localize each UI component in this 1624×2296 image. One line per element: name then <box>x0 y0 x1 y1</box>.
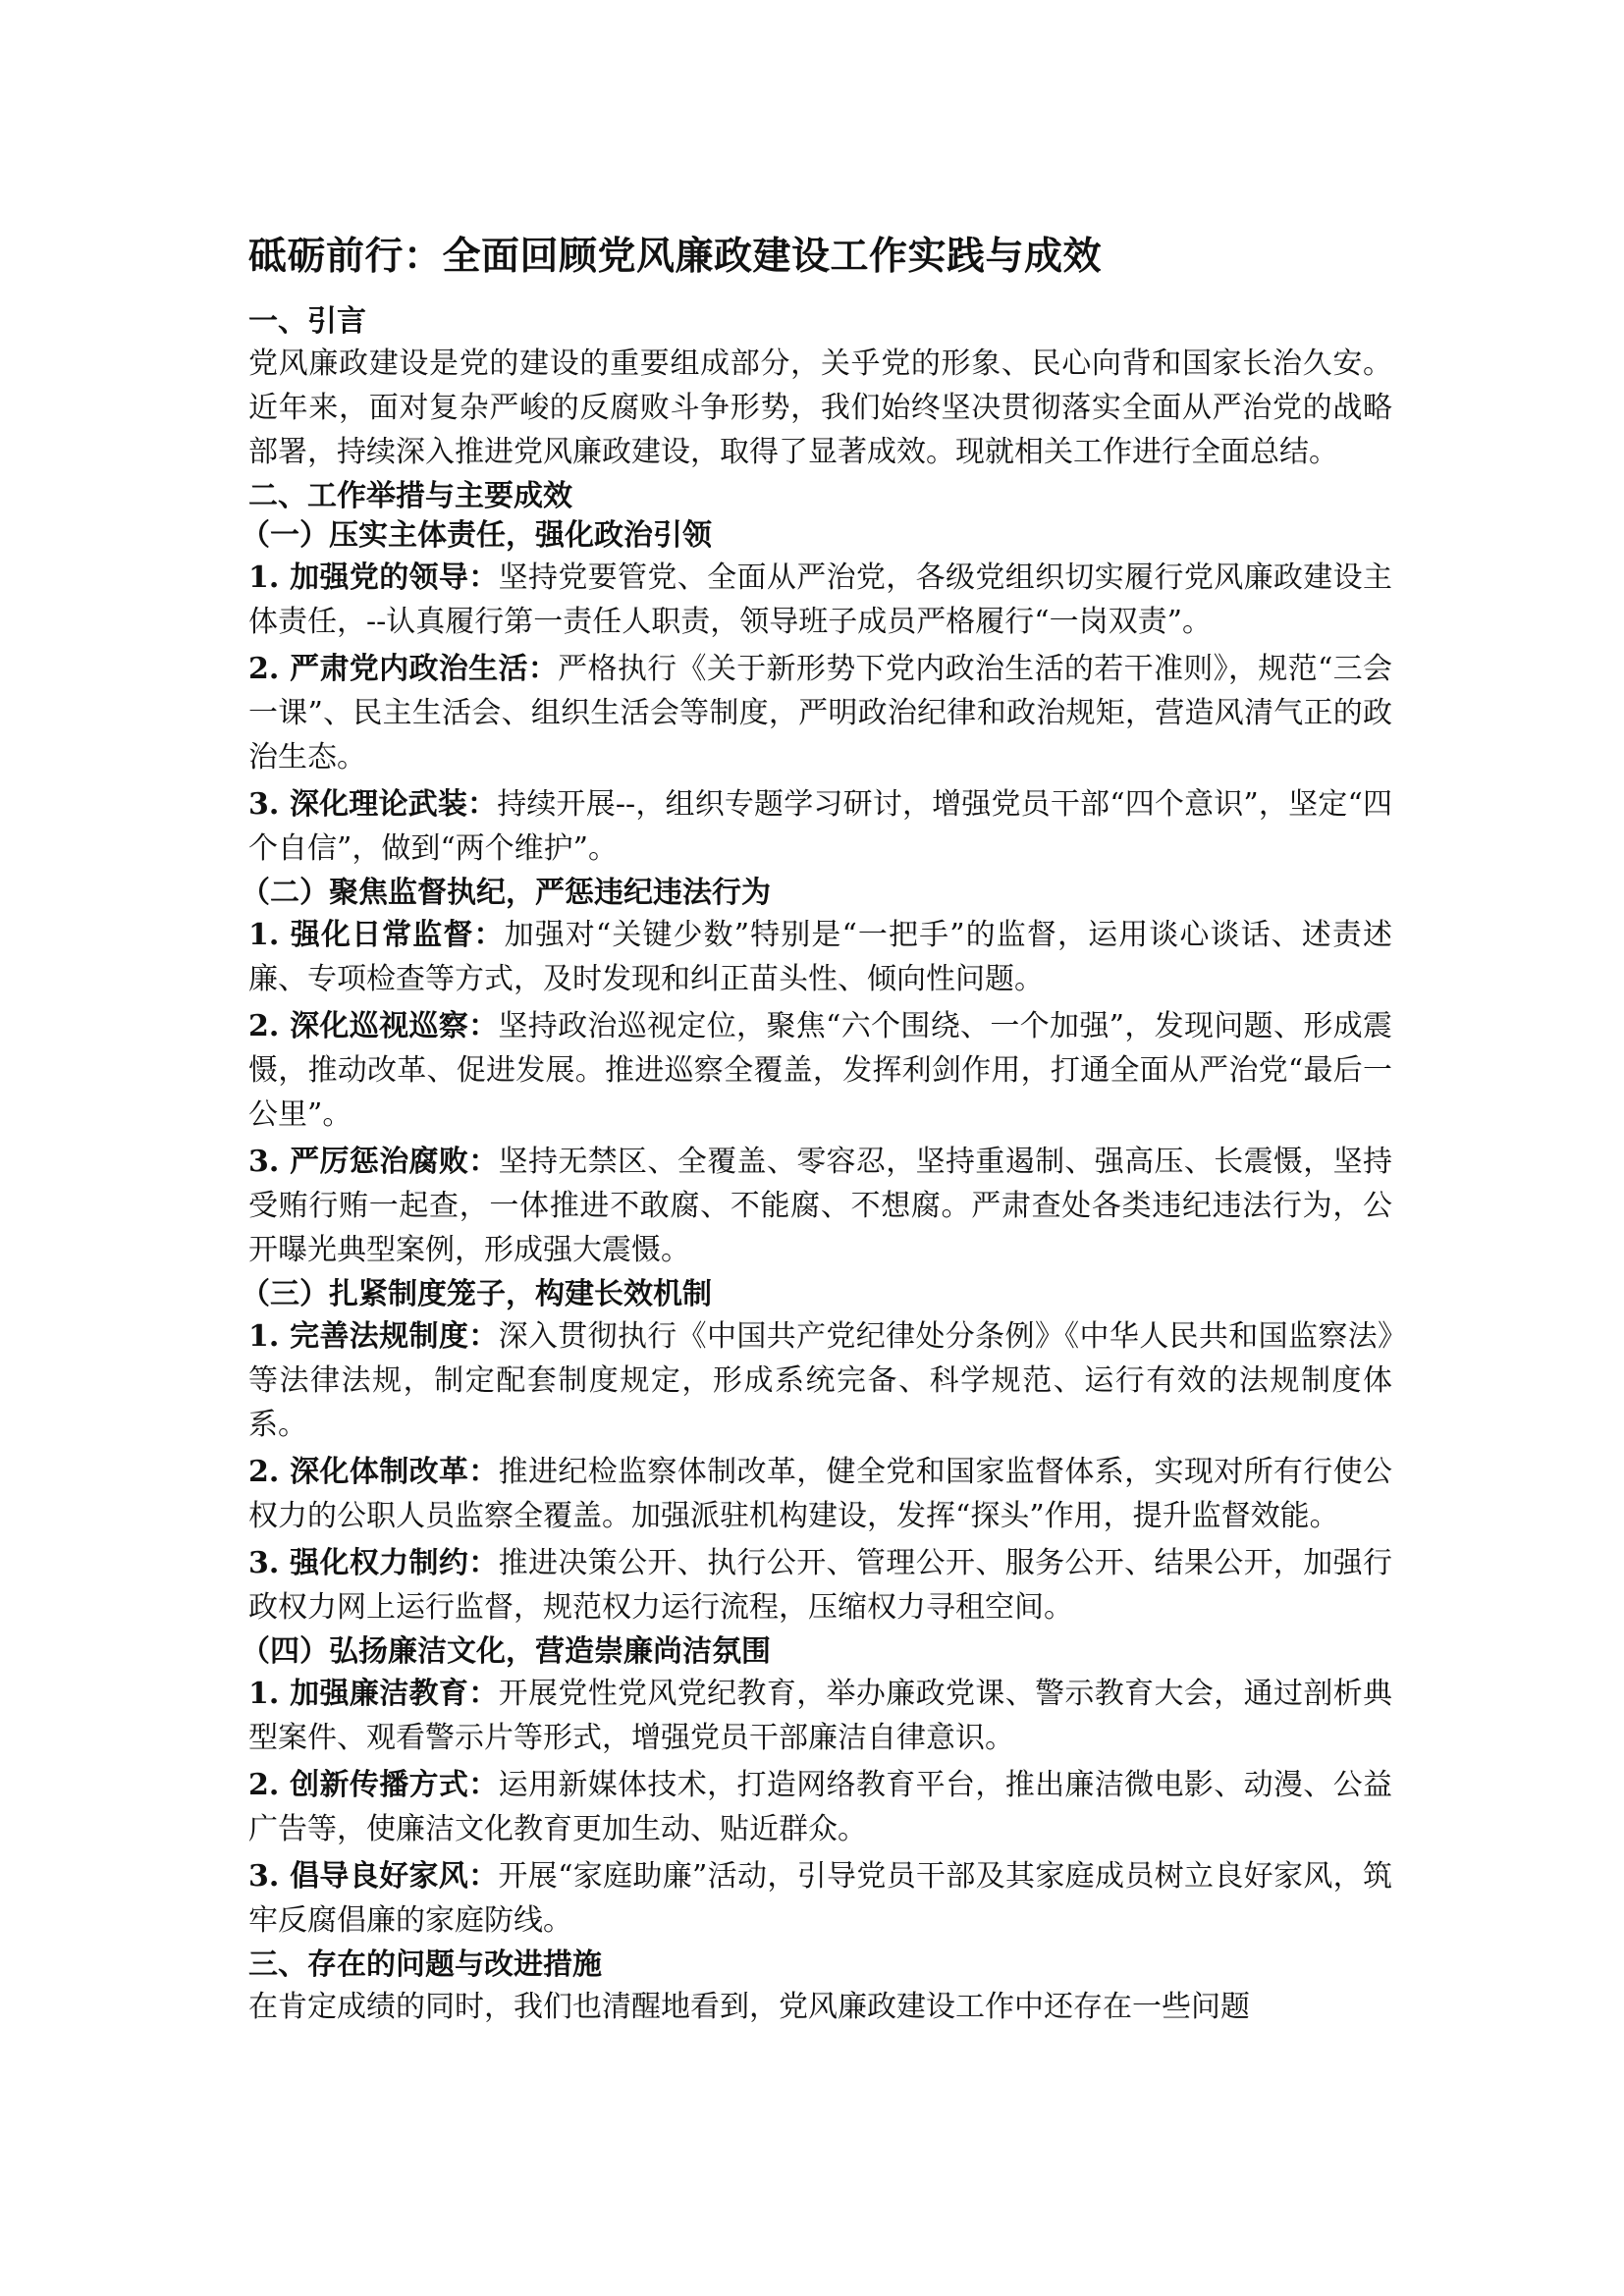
list-item <box>248 1672 1392 1760</box>
section-heading-problems: 三、存在的问题与改进措施 <box>248 1948 602 1982</box>
subsection-heading-3: （三）扎紧制度笼子，构建长效机制 <box>241 1277 712 1311</box>
item-text: 推进决策公开、执行公开、管理公开、服务公开、结果公开，加强行政权力网上运行监督，规范权力运行流程，压缩权力寻租空间。 <box>248 1546 1392 1625</box>
item-lead: 2. 深化体制改革： <box>248 1455 499 1489</box>
list-item <box>248 1450 1392 1538</box>
section-heading-measures: 二、工作举措与主要成效 <box>248 479 572 513</box>
document-page <box>241 232 1393 2032</box>
item-text: 坚持政治巡视定位，聚焦“六个围绕、一个加强”，发现问题、形成震慑，推动改革、促进发展。推进巡察全覆盖，发挥利剑作用，打通全面从严治党“最后一公里”。 <box>248 1009 1392 1132</box>
item-lead: 1. 加强党的领导： <box>248 561 499 595</box>
item-text: 严格执行《关于新形势下党内政治生活的若干准则》，规范“三会一课”、民主生活会、组织生活会等制度，严明政治纪律和政治规矩，营造风清气正的政治生态。 <box>248 652 1392 774</box>
item-lead: 1. 强化日常监督： <box>248 918 505 952</box>
item-lead: 3. 强化权力制约： <box>248 1546 499 1580</box>
item-text: 持续开展--，组织专题学习研讨，增强党员干部“四个意识”，坚定“四个自信”，做到“两个维护”。 <box>248 787 1392 866</box>
list-item <box>248 1004 1392 1137</box>
item-lead: 3. 深化理论武装： <box>248 787 498 822</box>
item-lead: 2. 深化巡视巡察： <box>248 1009 499 1043</box>
item-lead: 3. 倡导良好家风： <box>248 1859 499 1894</box>
section-heading-intro: 一、引言 <box>248 304 366 339</box>
list-item <box>248 1854 1392 1943</box>
item-lead: 1. 完善法规制度： <box>248 1319 499 1354</box>
list-item <box>248 1541 1392 1629</box>
item-text: 坚持党要管党、全面从严治党，各级党组织切实履行党风廉政建设主体责任，--认真履行第一责任人职责，领导班子成员严格履行“一岗双责”。 <box>248 561 1392 639</box>
list-item <box>248 1314 1392 1447</box>
list-item <box>248 1140 1392 1272</box>
list-item <box>248 556 1392 644</box>
subsection-heading-1: （一）压实主体责任，强化政治引领 <box>241 518 712 553</box>
problems-paragraph: 在肯定成绩的同时，我们也清醒地看到，党风廉政建设工作中还存在一些问题 <box>248 1990 1250 2024</box>
subsection-heading-2: （二）聚焦监督执纪，严惩违纪违法行为 <box>241 876 771 910</box>
item-text: 运用新媒体技术，打造网络教育平台，推出廉洁微电影、动漫、公益广告等，使廉洁文化教育更加生动、贴近群众。 <box>248 1768 1392 1846</box>
item-text: 推进纪检监察体制改革，健全党和国家监督体系，实现对所有行使公权力的公职人员监察全覆盖。加强派驻机构建设，发挥“探头”作用，提升监督效能。 <box>248 1455 1392 1533</box>
item-lead: 2. 严肃党内政治生活： <box>248 652 559 686</box>
list-item <box>248 647 1392 779</box>
list-item <box>248 913 1392 1001</box>
item-text: 开展党性党风党纪教育，举办廉政党课、警示教育大会，通过剖析典型案件、观看警示片等形式，增强党员干部廉洁自律意识。 <box>248 1677 1392 1755</box>
document-title: 砥砺前行：全面回顾党风廉政建设工作实践与成效 <box>248 234 1103 279</box>
list-item <box>248 1763 1392 1851</box>
item-text: 开展“家庭助廉”活动，引导党员干部及其家庭成员树立良好家风，筑牢反腐倡廉的家庭防线。 <box>248 1859 1392 1938</box>
item-text: 加强对“关键少数”特别是“一把手”的监督，运用谈心谈话、述责述廉、专项检查等方式，及时发现和纠正苗头性、倾向性问题。 <box>248 918 1392 996</box>
item-lead: 2. 创新传播方式： <box>248 1768 499 1802</box>
item-text: 深入贯彻执行《中国共产党纪律处分条例》《中华人民共和国监察法》等法律法规，制定配套制度规定，形成系统完备、科学规范、运行有效的法规制度体系。 <box>248 1319 1393 1442</box>
subsection-heading-4: （四）弘扬廉洁文化，营造崇廉尚洁氛围 <box>241 1634 771 1669</box>
item-lead: 3. 严厉惩治腐败： <box>248 1145 499 1179</box>
item-lead: 1. 加强廉洁教育： <box>248 1677 499 1711</box>
intro-paragraph: 党风廉政建设是党的建设的重要组成部分，关乎党的形象、民心向背和国家长治久安。近年来，面对复杂严峻的反腐败斗争形势，我们始终坚决贯彻落实全面从严治党的战略部署，持续深入推进党风廉政建设，取得了显著成效。现就相关工作进行全面总结。 <box>248 347 1392 469</box>
list-item <box>248 782 1392 871</box>
item-text: 坚持无禁区、全覆盖、零容忍，坚持重遏制、强高压、长震慑，坚持受贿行贿一起查，一体推进不敢腐、不能腐、不想腐。严肃查处各类违纪违法行为，公开曝光典型案例，形成强大震慑。 <box>248 1145 1392 1267</box>
